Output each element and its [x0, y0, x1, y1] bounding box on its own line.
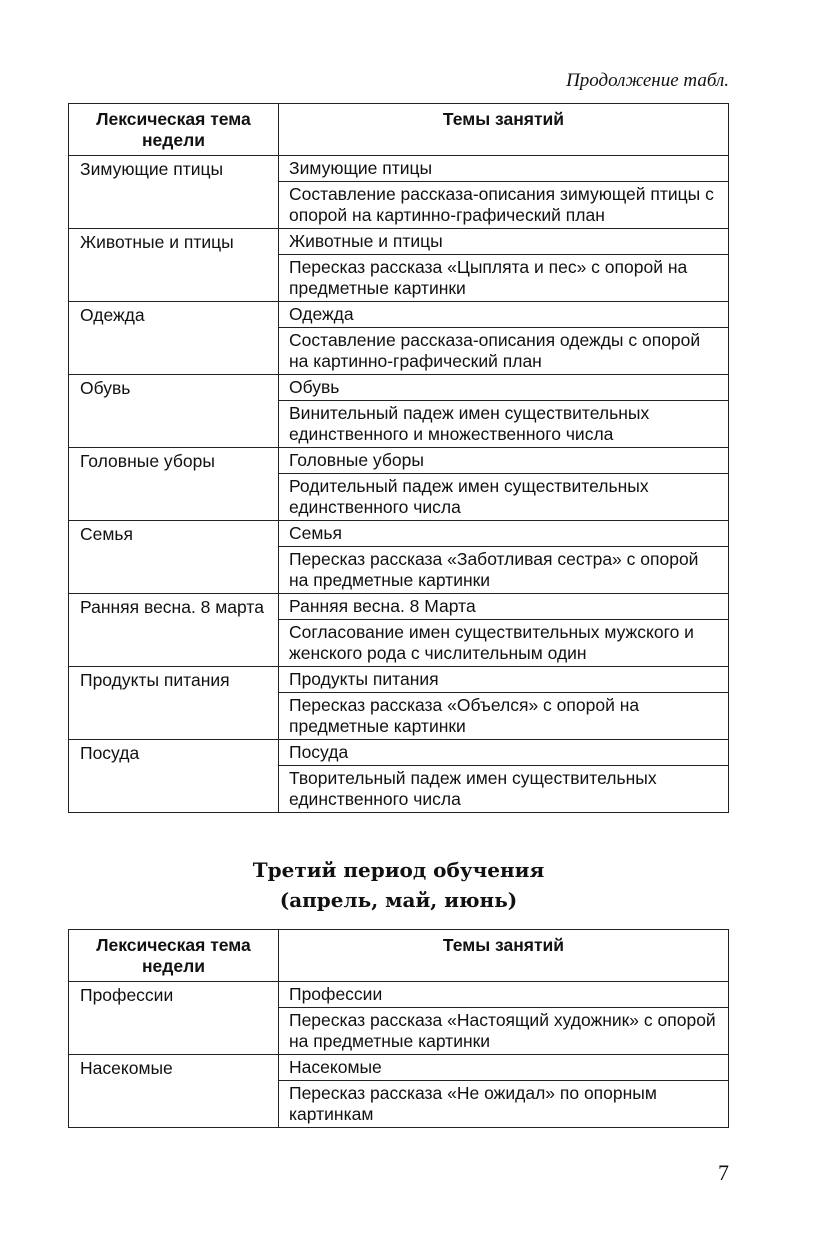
table-header-row	[69, 104, 729, 156]
lesson-topic-cell: Посуда	[279, 740, 729, 766]
table-row	[69, 375, 729, 401]
header-lesson-topics: Темы занятий	[279, 930, 729, 982]
lesson-topic-cell: Составление рассказа-описания одежды с опорой на картинно-графический план	[279, 328, 729, 375]
lexical-topic-cell: Семья	[69, 521, 279, 594]
table-header-row	[69, 930, 729, 982]
section-title-line2: (апрель, май, июнь)	[279, 888, 518, 912]
table-row	[69, 521, 729, 547]
table-row	[69, 667, 729, 693]
continuation-label: Продолжение табл.	[566, 70, 729, 91]
table-row	[69, 302, 729, 328]
lexical-topic-cell: Животные и птицы	[69, 229, 279, 302]
lesson-topic-cell: Винительный падеж имен существительных единственного и множественного числа	[279, 401, 729, 448]
lexical-topic-cell: Обувь	[69, 375, 279, 448]
lesson-topic-cell: Ранняя весна. 8 Марта	[279, 594, 729, 620]
lexical-topic-cell: Ранняя весна. 8 марта	[69, 594, 279, 667]
lesson-topic-cell: Согласование имен существительных мужского и женского рода с числительным один	[279, 620, 729, 667]
lesson-topic-cell: Творительный падеж имен существительных единственного числа	[279, 766, 729, 813]
lesson-plan-table-1	[68, 103, 729, 813]
lesson-topic-cell: Зимующие птицы	[279, 156, 729, 182]
section-title-line1: Третий период обучения	[252, 858, 545, 882]
lesson-topic-cell: Одежда	[279, 302, 729, 328]
header-lesson-topics: Темы занятий	[279, 104, 729, 156]
header-lexical-topic: Лексическая тема недели	[69, 930, 279, 982]
lesson-topic-cell: Родительный падеж имен существительных единственного числа	[279, 474, 729, 521]
section-title	[68, 855, 729, 915]
table-row	[69, 156, 729, 182]
table-row	[69, 229, 729, 255]
lesson-topic-cell: Продукты питания	[279, 667, 729, 693]
lesson-topic-cell: Пересказ рассказа «Цыплята и пес» с опорой на предметные картинки	[279, 255, 729, 302]
lesson-topic-cell: Составление рассказа-описания зимующей птицы с опорой на картинно-графический план	[279, 182, 729, 229]
lexical-topic-cell: Одежда	[69, 302, 279, 375]
lesson-topic-cell: Животные и птицы	[279, 229, 729, 255]
lesson-topic-cell: Обувь	[279, 375, 729, 401]
lesson-plan-table-2	[68, 929, 729, 1128]
lesson-topic-cell: Головные уборы	[279, 448, 729, 474]
lesson-topic-cell: Пересказ рассказа «Настоящий художник» с опорой на предметные картинки	[279, 1008, 729, 1055]
page-number: 7	[718, 1160, 729, 1185]
lesson-topic-cell: Пересказ рассказа «Заботливая сестра» с опорой на предметные картинки	[279, 547, 729, 594]
lesson-topic-cell: Насекомые	[279, 1055, 729, 1081]
table-row	[69, 982, 729, 1008]
lexical-topic-cell: Продукты питания	[69, 667, 279, 740]
lexical-topic-cell: Головные уборы	[69, 448, 279, 521]
table-row	[69, 1055, 729, 1081]
table-row	[69, 740, 729, 766]
lesson-topic-cell: Пересказ рассказа «Не ожидал» по опорным картинкам	[279, 1081, 729, 1128]
lexical-topic-cell: Зимующие птицы	[69, 156, 279, 229]
lexical-topic-cell: Посуда	[69, 740, 279, 813]
lexical-topic-cell: Насекомые	[69, 1055, 279, 1128]
lexical-topic-cell: Профессии	[69, 982, 279, 1055]
table-row	[69, 448, 729, 474]
lesson-topic-cell: Семья	[279, 521, 729, 547]
table-row	[69, 594, 729, 620]
lesson-topic-cell: Профессии	[279, 982, 729, 1008]
header-lexical-topic: Лексическая тема недели	[69, 104, 279, 156]
lesson-topic-cell: Пересказ рассказа «Объелся» с опорой на предметные картинки	[279, 693, 729, 740]
